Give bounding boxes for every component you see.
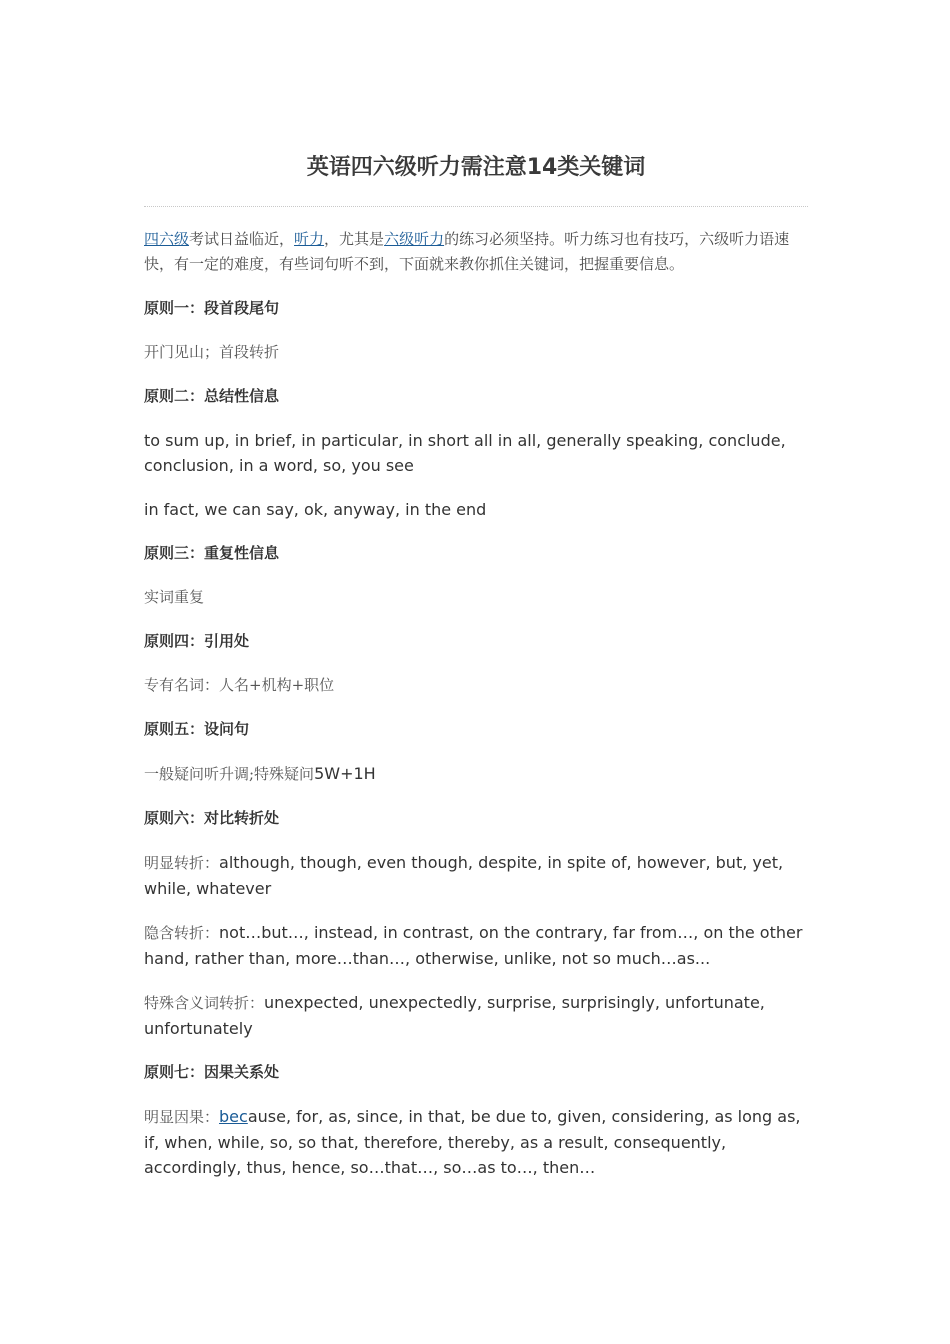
principle-4-heading: 原则四：引用处	[144, 632, 250, 650]
title-divider	[144, 206, 808, 207]
link-because[interactable]: bec	[219, 1107, 248, 1126]
principle-7-label: 明显因果：	[144, 1108, 220, 1126]
link-cet46[interactable]: 四六级	[144, 230, 190, 248]
principle-3-heading: 原则三：重复性信息	[144, 544, 280, 562]
principle-2-line-2: in fact, we can say, ok, anyway, in the end	[144, 500, 487, 519]
article	[144, 148, 808, 1180]
intro-text-1: 考试日益临近，	[189, 230, 295, 248]
principle-6-special-label: 特殊含义词转折：	[144, 994, 265, 1012]
article-title: 英语四六级听力需注意14类关键词	[306, 155, 646, 180]
principle-5-text-cn: 一般疑问听升调;特殊疑问	[144, 765, 315, 783]
principle-7-text: ause, for, as, since, in that, be due to, given, considering, as long as, if, when, while, so, so that, therefore, thereby, as a result, consequently, accordingly, thus, hence, so…that…, so…as to…, then…	[144, 1107, 801, 1177]
link-listening[interactable]: 听力	[294, 230, 325, 248]
principle-5-text-en: 5W+1H	[314, 764, 376, 783]
principle-2-heading: 原则二：总结性信息	[144, 387, 280, 405]
principle-6-implicit-text: not…but…, instead, in contrast, on the contrary, far from…, on the other hand, rather than, more…than…, otherwise, unlike, not so much…as...	[144, 923, 803, 968]
intro-paragraph	[144, 227, 808, 277]
principle-7-obvious	[144, 1104, 808, 1180]
principle-4-text: 专有名词：人名+机构+职位	[144, 676, 335, 694]
principle-2-line-1: to sum up, in brief, in particular, in short all in all, generally speaking, conclude, conclusion, in a word, so, you see	[144, 431, 786, 475]
principle-6-implicit-label: 隐含转折：	[144, 924, 220, 942]
principle-6-special	[144, 990, 808, 1041]
principle-6-heading: 原则六：对比转折处	[144, 809, 280, 827]
principle-5-paragraph	[144, 761, 808, 787]
principle-6-obvious-text: although, though, even though, despite, in spite of, however, but, yet, while, whatever	[144, 853, 784, 898]
principle-1-heading: 原则一：段首段尾句	[144, 299, 280, 317]
principle-7-heading: 原则七：因果关系处	[144, 1063, 280, 1081]
intro-text-2: ，尤其是	[324, 230, 385, 248]
principle-6-obvious	[144, 850, 808, 901]
principle-6-special-text: unexpected, unexpectedly, surprise, surprisingly, unfortunate, unfortunately	[144, 993, 765, 1038]
intro-text-3: 的练习必须坚持。听力练习也有技巧，六级听力语速快，有一定的难度，有些词句听不到，下面就来教你抓住关键词，把握重要信息。	[144, 230, 790, 273]
principle-5-heading: 原则五：设问句	[144, 720, 250, 738]
link-cet6-listening[interactable]: 六级听力	[384, 230, 445, 248]
principle-1-text: 开门见山；首段转折	[144, 343, 280, 361]
principle-6-implicit	[144, 920, 808, 971]
principle-6-obvious-label: 明显转折：	[144, 854, 220, 872]
principle-3-text: 实词重复	[144, 588, 205, 606]
